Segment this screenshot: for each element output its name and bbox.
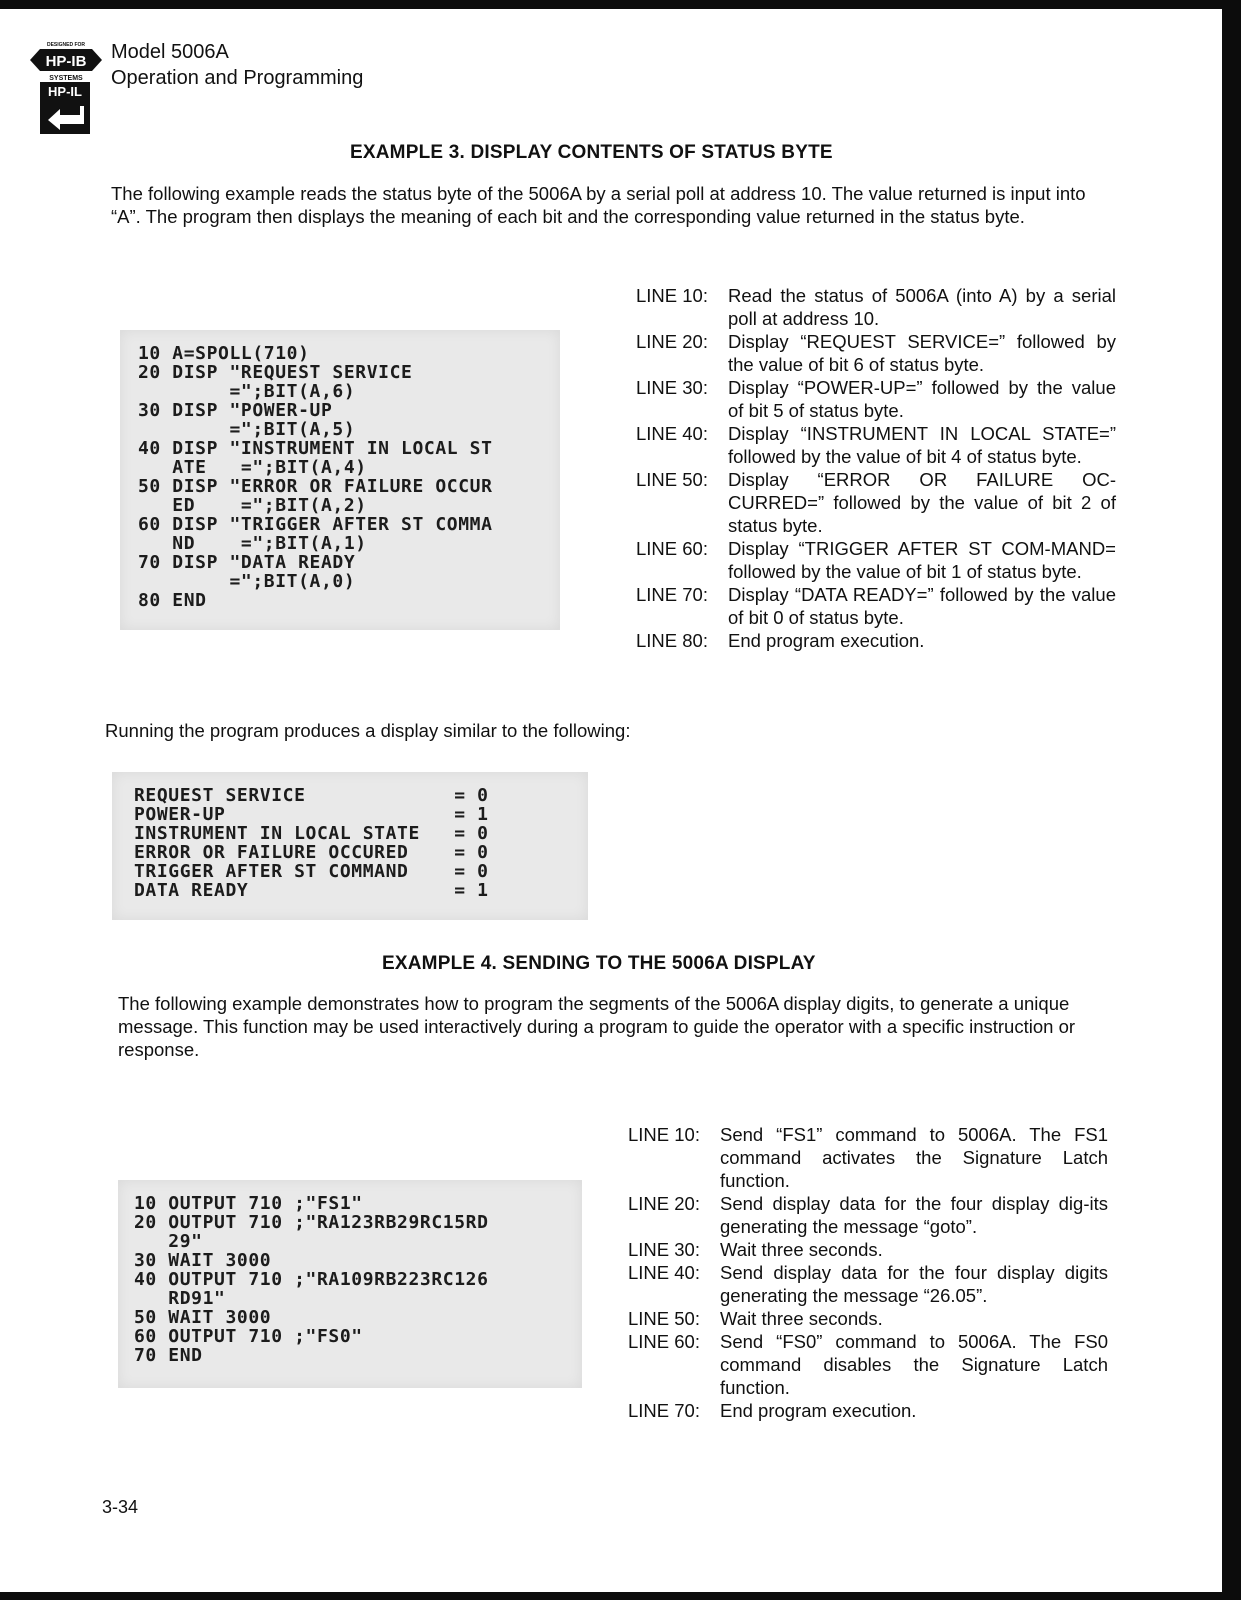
line-text: End program execution.: [728, 630, 925, 651]
code-line: 29": [134, 1231, 203, 1252]
line-text: Display “POWER-UP=” followed by the value of bit 5 of status byte.: [728, 377, 1116, 421]
line-label: LINE 70:: [636, 584, 708, 605]
line-description: [636, 583, 1116, 629]
code-line: 50 DISP "ERROR OR FAILURE OCCUR: [138, 476, 493, 497]
page-number: 3-34: [102, 1497, 139, 1517]
output-line: POWER-UP = 1: [134, 804, 489, 825]
output-line: ERROR OR FAILURE OCCURED = 0: [134, 842, 489, 863]
line-text: Wait three seconds.: [720, 1308, 883, 1329]
line-label: LINE 50:: [628, 1308, 700, 1329]
line-description: [636, 468, 1116, 537]
line-label: LINE 20:: [628, 1193, 700, 1214]
line-text: Read the status of 5006A (into A) by a serial poll at address 10.: [728, 285, 1116, 329]
code-line: RD91": [134, 1288, 226, 1309]
code-line: 60 DISP "TRIGGER AFTER ST COMMA: [138, 514, 493, 535]
line-description: [636, 376, 1116, 422]
line-text: Wait three seconds.: [720, 1239, 883, 1260]
line-text: Send “FS1” command to 5006A. The FS1 command activates the Signature Latch function.: [720, 1124, 1108, 1191]
code-line: 10 A=SPOLL(710): [138, 343, 310, 364]
code-line: 20 DISP "REQUEST SERVICE: [138, 362, 413, 383]
hp-ib-logo: [30, 40, 102, 82]
code-line: =";BIT(A,6): [138, 381, 356, 402]
code-line: 80 END: [138, 590, 207, 611]
model-title: Model 5006A: [111, 41, 229, 63]
line-description: [628, 1123, 1108, 1192]
example3-line-descriptions: [636, 284, 1116, 652]
example3-code-block: [120, 330, 560, 630]
code-line: 40 DISP "INSTRUMENT IN LOCAL ST: [138, 438, 493, 459]
line-text: Send “FS0” command to 5006A. The FS0 command disables the Signature Latch function.: [720, 1331, 1108, 1398]
line-label: LINE 80:: [636, 630, 708, 651]
example4-code-block: [118, 1180, 582, 1388]
section-title: Operation and Programming: [111, 67, 364, 89]
code-line: 20 OUTPUT 710 ;"RA123RB29RC15RD: [134, 1212, 489, 1233]
line-description: [628, 1330, 1108, 1399]
hp-ib-logo-bottom: SYSTEMS: [49, 75, 83, 82]
example3-heading: EXAMPLE 3. DISPLAY CONTENTS OF STATUS BYTE: [350, 142, 833, 163]
line-label: LINE 60:: [636, 538, 708, 559]
line-label: LINE 70:: [628, 1400, 700, 1421]
line-description: [636, 537, 1116, 583]
bottom-border: [0, 1592, 1241, 1600]
example4-heading: EXAMPLE 4. SENDING TO THE 5006A DISPLAY: [382, 953, 816, 974]
output-line: INSTRUMENT IN LOCAL STATE = 0: [134, 823, 489, 844]
line-label: LINE 30:: [628, 1239, 700, 1260]
code-line: 60 OUTPUT 710 ;"FS0": [134, 1326, 363, 1347]
line-text: Display “TRIGGER AFTER ST COM-MAND= followed by the value of bit 1 of status byte.: [728, 538, 1116, 582]
example4-intro: The following example demonstrates how to program the segments of the 5006A display digits, to generate a unique message. This function may be used interactively during a program to guide the operator with a specific instruction or response.: [118, 993, 1076, 1060]
line-label: LINE 30:: [636, 377, 708, 398]
line-label: LINE 50:: [636, 469, 708, 490]
hp-il-logo: [40, 82, 90, 134]
line-text: Send display data for the four display dig-its generating the message “goto”.: [720, 1193, 1108, 1237]
output-line: TRIGGER AFTER ST COMMAND = 0: [134, 861, 489, 882]
code-line: ND =";BIT(A,1): [138, 533, 367, 554]
hp-il-logo-text: HP-IL: [48, 84, 82, 99]
hp-ib-logo-top: DESIGNED FOR: [46, 42, 86, 48]
example3-output: [134, 786, 489, 900]
code-line: 50 WAIT 3000: [134, 1307, 272, 1328]
line-label: LINE 10:: [636, 285, 708, 306]
line-label: LINE 40:: [628, 1262, 700, 1283]
line-description: [628, 1238, 1108, 1261]
line-text: Display “INSTRUMENT IN LOCAL STATE=” followed by the value of bit 4 of status byte.: [728, 423, 1116, 467]
line-label: LINE 60:: [628, 1331, 700, 1352]
code-line: =";BIT(A,0): [138, 571, 356, 592]
line-description: [636, 629, 1116, 652]
line-text: Display “DATA READY=” followed by the value of bit 0 of status byte.: [728, 584, 1116, 628]
code-line: 70 END: [134, 1345, 203, 1366]
code-line: ATE =";BIT(A,4): [138, 457, 367, 478]
output-line: DATA READY = 1: [134, 880, 489, 901]
code-line: 10 OUTPUT 710 ;"FS1": [134, 1193, 363, 1214]
line-text: Display “REQUEST SERVICE=” followed by the value of bit 6 of status byte.: [728, 331, 1116, 375]
running-text: Running the program produces a display similar to the following:: [105, 720, 631, 741]
code-line: 40 OUTPUT 710 ;"RA109RB223RC126: [134, 1269, 489, 1290]
hp-ib-logo-main: HP-IB: [45, 53, 87, 70]
top-border: [0, 0, 1241, 9]
code-line: ED =";BIT(A,2): [138, 495, 367, 516]
code-line: 30 WAIT 3000: [134, 1250, 272, 1271]
line-text: Display “ERROR OR FAILURE OC-CURRED=” followed by the value of bit 2 of status byte.: [728, 469, 1116, 536]
example3-intro: The following example reads the status byte of the 5006A by a serial poll at address 10. The value returned is input into “A”. The program then displays the meaning of each bit and the corresponding value returned in the status byte.: [111, 183, 1086, 227]
line-label: LINE 40:: [636, 423, 708, 444]
line-description: [628, 1399, 1108, 1422]
line-description: [636, 422, 1116, 468]
line-description: [636, 330, 1116, 376]
example3-code: [138, 344, 493, 610]
code-line: 70 DISP "DATA READY: [138, 552, 356, 573]
line-description: [628, 1192, 1108, 1238]
code-line: =";BIT(A,5): [138, 419, 356, 440]
line-label: LINE 10:: [628, 1124, 700, 1145]
line-label: LINE 20:: [636, 331, 708, 352]
line-text: End program execution.: [720, 1400, 917, 1421]
right-border: [1222, 0, 1241, 1600]
line-description: [628, 1307, 1108, 1330]
line-text: Send display data for the four display digits generating the message “26.05”.: [720, 1262, 1108, 1306]
example4-line-descriptions: [628, 1123, 1108, 1422]
example4-code: [134, 1194, 489, 1365]
output-line: REQUEST SERVICE = 0: [134, 785, 489, 806]
line-description: [636, 284, 1116, 330]
example3-output-block: [112, 772, 588, 920]
code-line: 30 DISP "POWER-UP: [138, 400, 333, 421]
line-description: [628, 1261, 1108, 1307]
